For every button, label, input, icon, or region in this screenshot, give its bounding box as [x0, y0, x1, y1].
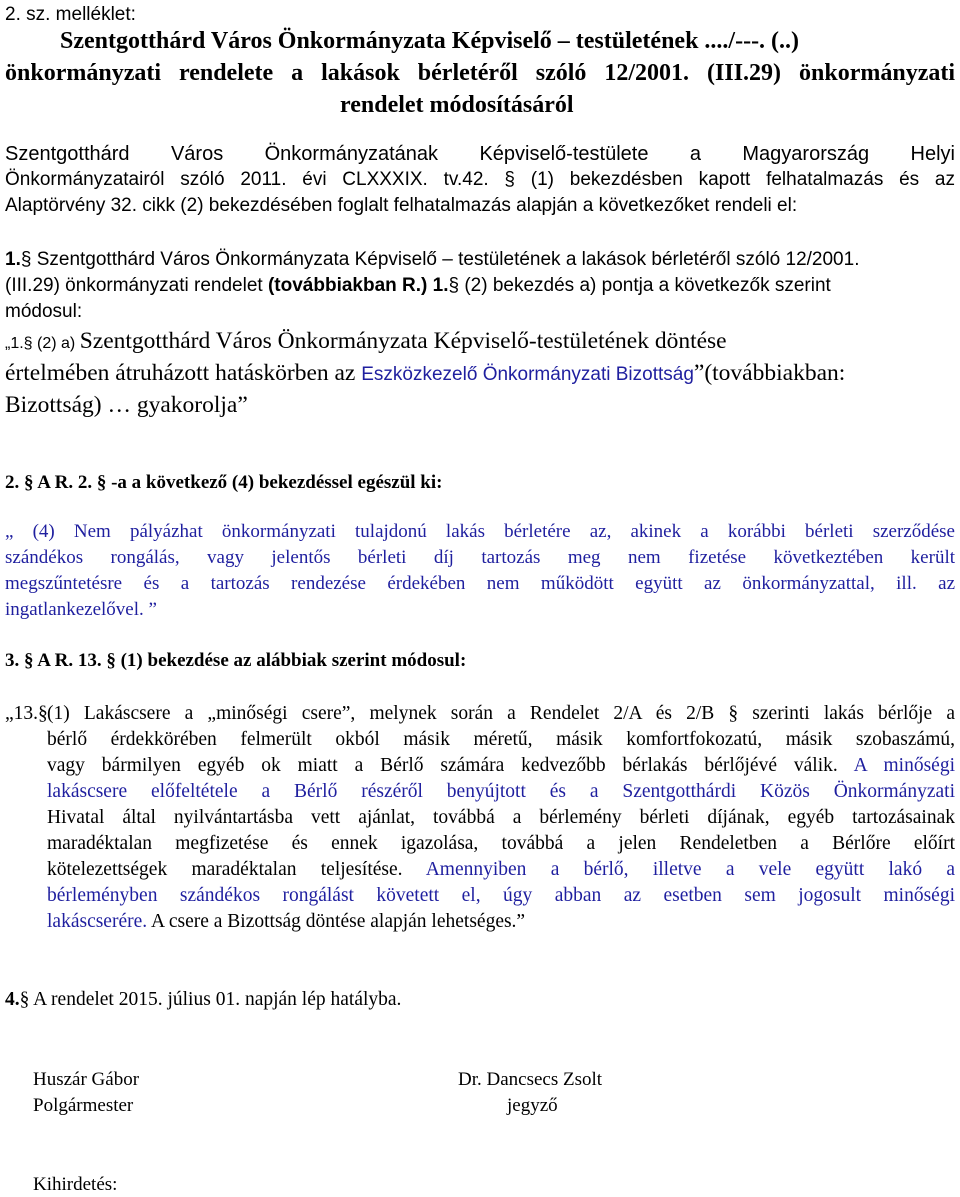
section-2-line-1: „ (4) Nem pályázhat önkormányzati tulajdonú lakás bérletére az, akinek a korábbi bérleti szerződése: [5, 521, 955, 542]
section-3-line-9-b: A csere a Bizottság döntése alapján lehetséges.”: [147, 911, 526, 932]
signature-left-name: Huszár Gábor: [33, 1069, 140, 1090]
section-1-number: 1.: [5, 249, 21, 270]
section-3-line-7-b: Amennyiben a bérlő, illetve a vele együtt lakó a: [425, 859, 955, 880]
section-3-line-7: [47, 859, 955, 881]
announcement-label: Kihirdetés:: [33, 1174, 118, 1195]
section-1-line-2-d: § (2) bekezdés a) pontja a következők szerint: [448, 275, 831, 296]
section-3-line-4: lakáscsere előfeltétele a Bérlő részéről benyújtott és a Szentgotthárdi Közös Önkormányzati: [47, 781, 955, 802]
section-1-quote-line-2-a: értelmében átruházott hatáskörben az: [5, 360, 362, 386]
section-3-line-8: bérleményben szándékos rongálást követett el, úgy abban az esetben sem jogosult minőségi: [47, 885, 955, 906]
section-3-line-9: [47, 911, 525, 933]
section-3-line-7-a: kötelezettségek maradéktalan teljesítése.: [47, 859, 426, 880]
section-4-text: § A rendelet 2015. július 01. napján lép hatályba.: [19, 989, 402, 1010]
section-2-heading: 2. § A R. 2. § -a a következő (4) bekezdéssel egészül ki:: [5, 472, 443, 493]
section-3-line-9-a: lakáscserére.: [47, 911, 148, 932]
title-line-2: önkormányzati rendelete a lakások bérletéről szóló 12/2001. (III.29) önkormányzati: [5, 60, 955, 86]
section-1-line-1: [5, 249, 859, 271]
section-3-line-3: [47, 755, 955, 777]
section-1-quote-line-2: [5, 360, 845, 387]
section-1-line-2: [5, 275, 831, 297]
signature-left-role: Polgármester: [33, 1095, 134, 1116]
section-3-heading: 3. § A R. 13. § (1) bekezdése az alábbiak szerint módosul:: [5, 650, 467, 671]
signature-right-role: jegyző: [507, 1095, 558, 1116]
section-1-quote-line-1: [5, 328, 727, 355]
section-1-line-2-a: (III.29) önkormányzati rendelet: [5, 275, 268, 296]
section-4-number: 4.: [5, 989, 20, 1010]
section-1-quote-ref: „1.§ (2) a): [5, 335, 80, 352]
section-4-line: [5, 989, 401, 1011]
section-3-line-6: maradéktalan megfizetése és ennek igazolása, továbbá a jelen Rendeletben a Bérlőre előírt: [47, 833, 955, 854]
section-3-line-1: (1) Lakáscsere a „minőségi csere”, melynek során a Rendelet 2/A és 2/B § szerinti lakás bérlője a: [47, 703, 955, 724]
section-1-quote-text: Szentgotthárd Város Önkormányzata Képviselő-testületének döntése: [79, 328, 727, 354]
preamble-line-3: Alaptörvény 32. cikk (2) bekezdésében foglalt felhatalmazás alapján a következőket rendeli el:: [5, 195, 798, 216]
section-1-quote-line-2-c: ”(továbbiakban:: [693, 360, 846, 386]
section-1-quote-line-3: Bizottság) … gyakorolja”: [5, 392, 248, 418]
section-2-line-2: szándékos rongálás, vagy jelentős bérleti díj tartozás meg nem fizetése következtében került: [5, 547, 955, 568]
signature-right-name: Dr. Dancsecs Zsolt: [458, 1069, 603, 1090]
section-3-line-3-b: A minőségi: [853, 755, 955, 776]
section-3-line-3-a: vagy bármilyen egyéb ok miatt a Bérlő számára kedvezőbb bérlakás bérlőjévé válik.: [47, 755, 854, 776]
annex-label: 2. sz. melléklet:: [5, 4, 136, 25]
section-1-line-2-c: 1.: [427, 275, 449, 296]
section-3-line-2: bérlő érdekkörében felmerült okból másik méretű, másik komfortfokozatú, másik szobaszámú,: [47, 729, 955, 750]
section-3-number: „13.§: [5, 703, 48, 724]
section-2-line-4: ingatlankezelővel. ”: [5, 599, 157, 620]
preamble-line-2: Önkormányzatairól szóló 2011. évi CLXXXIX. tv.42. § (1) bekezdésben kapott felhatalmazás és az: [5, 169, 955, 190]
section-1-line-3: módosul:: [5, 301, 83, 322]
committee-name: Eszközkezelő Önkormányzati Bizottság: [361, 364, 694, 385]
section-2-line-3: megszűntetésre és a tartozás rendezése érdekében nem működött együtt az önkormányzattal, ill. az: [5, 573, 955, 594]
section-3-line-5: Hivatal által nyilvántartásba vett ajánlat, továbbá a bérlemény bérleti díjának, egyéb tartozásainak: [47, 807, 955, 828]
title-line-1: Szentgotthárd Város Önkormányzata Képviselő – testületének ..../---. (..): [60, 28, 800, 54]
section-1-line-2-b: (továbbiakban R.): [267, 275, 428, 296]
preamble-line-1: Szentgotthárd Város Önkormányzatának Képviselő-testülete a Magyarország Helyi: [5, 143, 955, 165]
title-line-3: rendelet módosításáról: [340, 92, 574, 118]
section-1-text: § Szentgotthárd Város Önkormányzata Képviselő – testületének a lakások bérletéről szóló 12/2001.: [20, 249, 860, 270]
